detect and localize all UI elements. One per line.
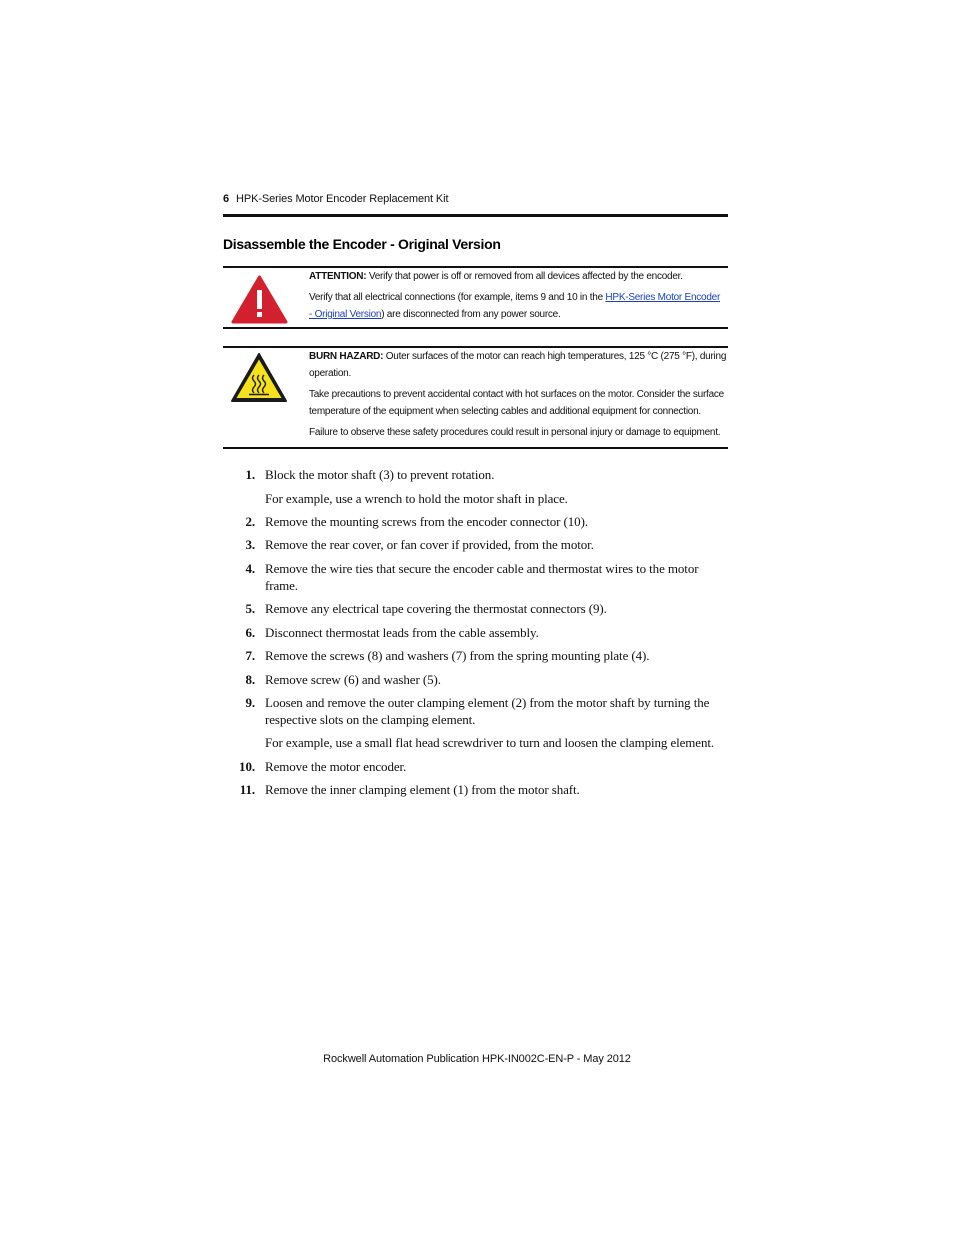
burn-hazard-icon (230, 352, 288, 409)
burn-line3: Failure to observe these safety procedures could result in personal injury or damage to equipment. (309, 427, 721, 438)
header-rule (223, 214, 728, 217)
attention-line1: ATTENTION: Verify that power is off or removed from all devices affected by the encoder. (309, 271, 683, 282)
burn-bottom-rule (223, 447, 728, 449)
step-2: 2. Remove the mounting screws from the encoder connector (10). (245, 514, 588, 529)
section-title: Disassemble the Encoder - Original Version (223, 236, 501, 252)
running-title: HPK-Series Motor Encoder Replacement Kit (236, 193, 449, 205)
step-3: 3. Remove the rear cover, or fan cover if provided, from the motor. (245, 537, 594, 552)
attention-bottom-rule (223, 327, 728, 329)
step-6: 6. Disconnect thermostat leads from the cable assembly. (245, 625, 539, 640)
step-1: 1. Block the motor shaft (3) to prevent rotation. (245, 467, 495, 482)
attention-text (309, 268, 729, 323)
step-7: 7. Remove the screws (8) and washers (7) from the spring mounting plate (4). (245, 648, 650, 663)
step-8: 8. Remove screw (6) and washer (5). (245, 672, 441, 687)
attention-label: ATTENTION: (309, 271, 367, 282)
attention-warning-icon (231, 275, 288, 330)
burn-line2: Take precautions to prevent accidental contact with hot surfaces on the motor. Consider the surface temperature of the equipment when selecting cables and additional equipment for connection. (309, 389, 724, 417)
burn-line1: BURN HAZARD: Outer surfaces of the motor can reach high temperatures, 125 °C (275 °F), during operation. (309, 351, 727, 379)
step-1-note: For example, use a wrench to hold the motor shaft in place. (265, 491, 568, 506)
attention-link[interactable]: HPK-Series Motor Encoder - Original Version (309, 292, 721, 320)
step-9: 9. Loosen and remove the outer clamping element (2) from the motor shaft by turning the respective slots on the clamping element. (245, 695, 710, 727)
step-11: 11. Remove the inner clamping element (1) from the motor shaft. (239, 782, 580, 797)
burn-label: BURN HAZARD: (309, 351, 384, 362)
attention-line2: Verify that all electrical connections (for example, items 9 and 10 in the HPK-Series Motor Encoder - Original Version) are disconnected from any power source. (309, 292, 721, 320)
step-10: 10. Remove the motor encoder. (239, 759, 407, 774)
footer-publication: Rockwell Automation Publication HPK-IN002C-EN-P - May 2012 (323, 1053, 631, 1065)
step-5: 5. Remove any electrical tape covering the thermostat connectors (9). (245, 601, 607, 616)
burn-text (309, 348, 729, 441)
running-header (223, 193, 448, 205)
step-9-note: For example, use a small flat head screwdriver to turn and loosen the clamping element. (265, 735, 715, 750)
step-4: 4. Remove the wire ties that secure the encoder cable and thermostat wires to the motor frame. (245, 561, 699, 593)
steps-list (223, 466, 728, 798)
page-number: 6 (223, 193, 230, 205)
